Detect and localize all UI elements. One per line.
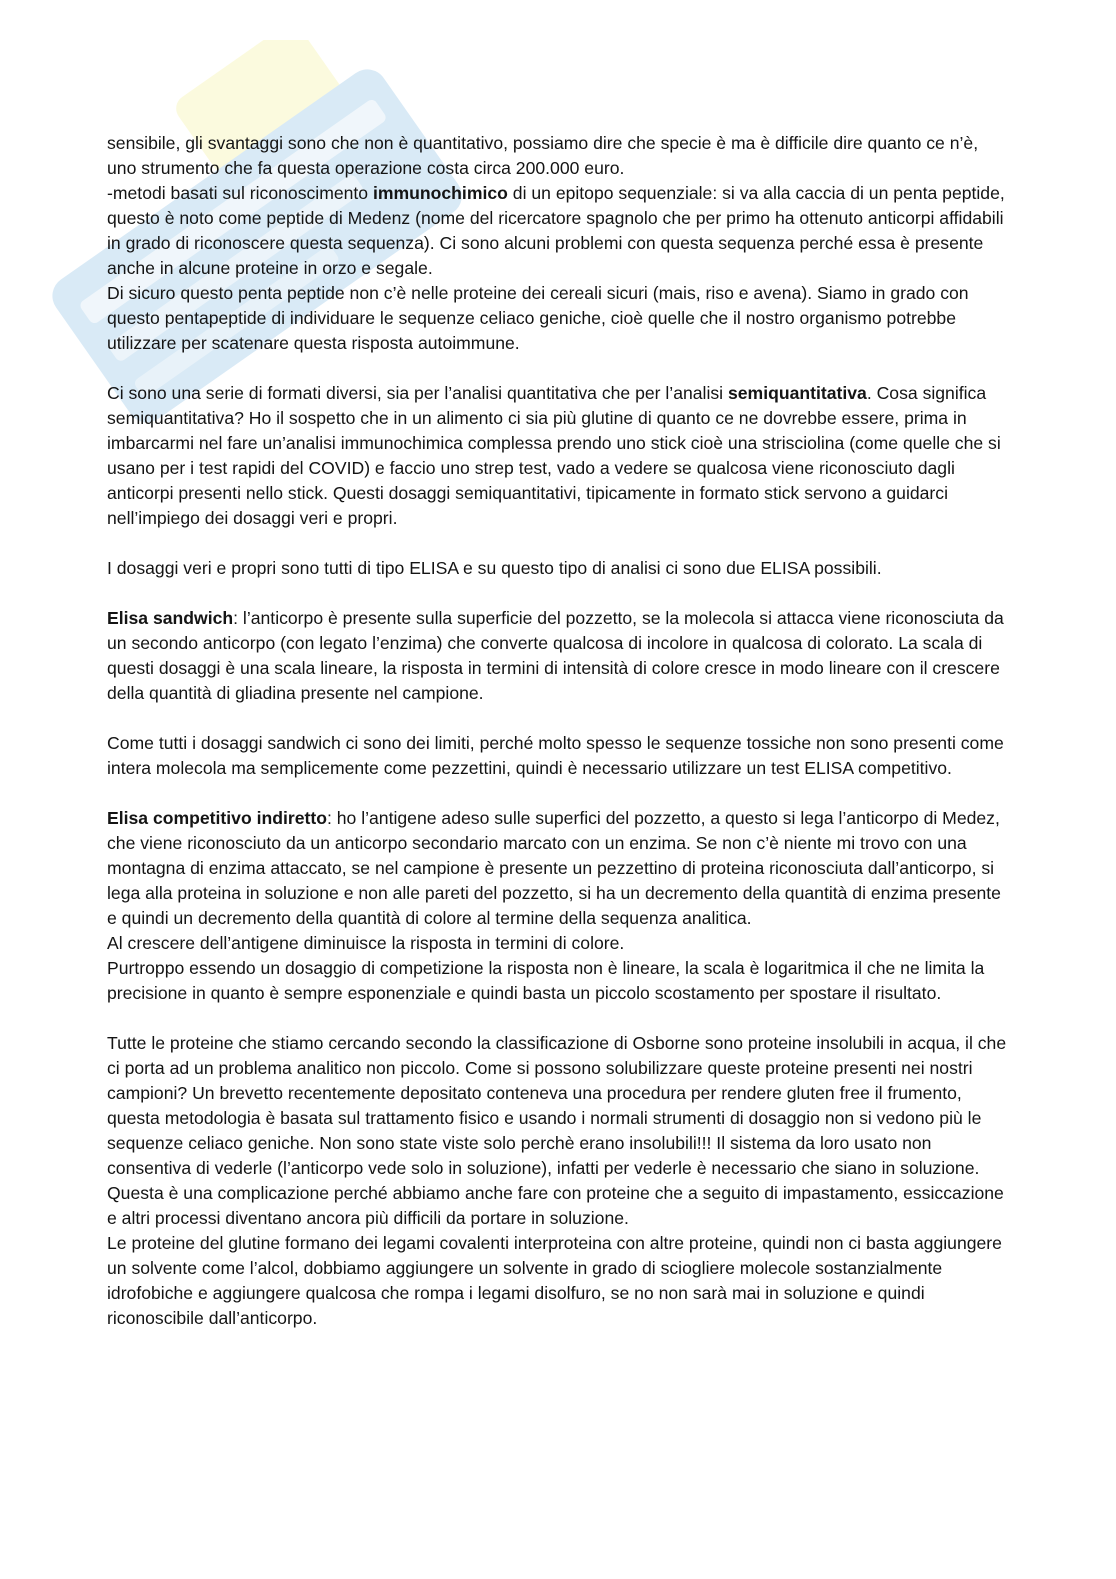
section-heading: Elisa competitivo indiretto <box>107 808 327 828</box>
paragraph <box>107 806 1007 931</box>
text-run: -metodi basati sul riconoscimento <box>107 183 373 203</box>
document-body <box>107 131 1007 1331</box>
paragraph <box>107 381 1007 531</box>
text-run: Ci sono una serie di formati diversi, sia per l’analisi quantitativa che per l’analisi <box>107 383 728 403</box>
paragraph <box>107 181 1007 281</box>
text-run: : ho l’antigene adeso sulle superfici del pozzetto, a questo si lega l’anticorpo di Medez, che viene riconosciuto da un anticorpo secondario marcato con un enzima. Se non c’è niente mi trovo con una montagna di enzima attaccato, se nel campione è presente un pezzettino di proteina riconosciuta dall’anticorpo, si lega alla proteina in soluzione e non alle pareti del pozzetto, si ha un decremento della quantità di enzima presente e quindi un decremento della quantità di colore al termine della sequenza analitica. <box>107 808 1001 928</box>
paragraph: Di sicuro questo penta peptide non c’è nelle proteine dei cereali sicuri (mais, riso e avena). Siamo in grado con questo pentapeptide di individuare le sequenze celiaco geniche, cioè quelle che il nostro organismo potrebbe utilizzare per scatenare questa risposta autoimmune. <box>107 283 969 353</box>
paragraph: Al crescere dell’antigene diminuisce la risposta in termini di colore. <box>107 933 625 953</box>
text-run: di un epitopo sequenziale: si va alla caccia di un penta peptide, questo è noto come peptide di Medenz (nome del ricercatore spagnolo che per primo ha ottenuto anticorpi affidabili in grado di riconoscere questa sequenza). Ci sono alcuni problemi con questa sequenza perché essa è presente anche in alcune proteine in orzo e segale. <box>107 183 1005 278</box>
paragraph <box>107 606 1007 706</box>
bold-term: semiquantitativa <box>727 383 867 403</box>
bold-term: immunochimico <box>372 183 508 203</box>
paragraph: Come tutti i dosaggi sandwich ci sono dei limiti, perché molto spesso le sequenze tossiche non sono presenti come intera molecola ma semplicemente come pezzettini, quindi è necessario utilizzare un test ELISA competitivo. <box>107 733 1004 778</box>
paragraph: Tutte le proteine che stiamo cercando secondo la classificazione di Osborne sono proteine insolubili in acqua, il che ci porta ad un problema analitico non piccolo. Come si possono solubilizzare queste proteine presenti nei nostri campioni? Un brevetto recentemente depositato conteneva una procedura per rendere gluten free il frumento, questa metodologia è basata sul trattamento fisico e usando i normali strumenti di dosaggio non si vedono più le sequenze celiaco geniche. Non sono state viste solo perchè erano insolubili!!! Il sistema da loro usato non consentiva di vederle (l’anticorpo vede solo in soluzione), infatti per vederle è necessario che siano in soluzione. <box>107 1033 1007 1178</box>
paragraph: I dosaggi veri e propri sono tutti di tipo ELISA e su questo tipo di analisi ci sono due ELISA possibili. <box>107 558 882 578</box>
paragraph: Questa è una complicazione perché abbiamo anche fare con proteine che a seguito di impastamento, essiccazione e altri processi diventano ancora più difficili da portare in soluzione. <box>107 1183 1004 1228</box>
section-heading: Elisa sandwich <box>107 608 234 628</box>
text-run: . Cosa significa semiquantitativa? Ho il sospetto che in un alimento ci sia più glutine di quanto ce ne dovrebbe essere, prima in imbarcarmi nel fare un’analisi immunochimica complessa prendo uno stick cioè una strisciolina (come quelle che si usano per i test rapidi del COVID) e faccio uno strep test, vado a vedere se qualcosa viene riconosciuto dagli anticorpi presenti nello stick. Questi dosaggi semiquantitativi, tipicamente in formato stick servono a guidarci nell’impiego dei dosaggi veri e propri. <box>107 383 1001 528</box>
paragraph: sensibile, gli svantaggi sono che non è quantitativo, possiamo dire che specie è ma è difficile dire quanto ce n’è, uno strumento che fa questa operazione costa circa 200.000 euro. <box>107 133 979 178</box>
paragraph: Purtroppo essendo un dosaggio di competizione la risposta non è lineare, la scala è logaritmica il che ne limita la precisione in quanto è sempre esponenziale e quindi basta un piccolo scostamento per spostare il risultato. <box>107 958 985 1003</box>
paragraph: Le proteine del glutine formano dei legami covalenti interproteina con altre proteine, quindi non ci basta aggiungere un solvente come l’alcol, dobbiamo aggiungere un solvente in grado di sciogliere molecole sostanzialmente idrofobiche e aggiungere qualcosa che rompa i legami disolfuro, se no non sarà mai in soluzione e quindi riconoscibile dall’anticorpo. <box>107 1233 1002 1328</box>
text-run: : l’anticorpo è presente sulla superficie del pozzetto, se la molecola si attacca viene riconosciuta da un secondo anticorpo (con legato l’enzima) che converte qualcosa di incolore in qualcosa di colorato. La scala di questi dosaggi è una scala lineare, la risposta in termini di intensità di colore cresce in modo lineare con il crescere della quantità di gliadina presente nel campione. <box>107 608 1004 703</box>
